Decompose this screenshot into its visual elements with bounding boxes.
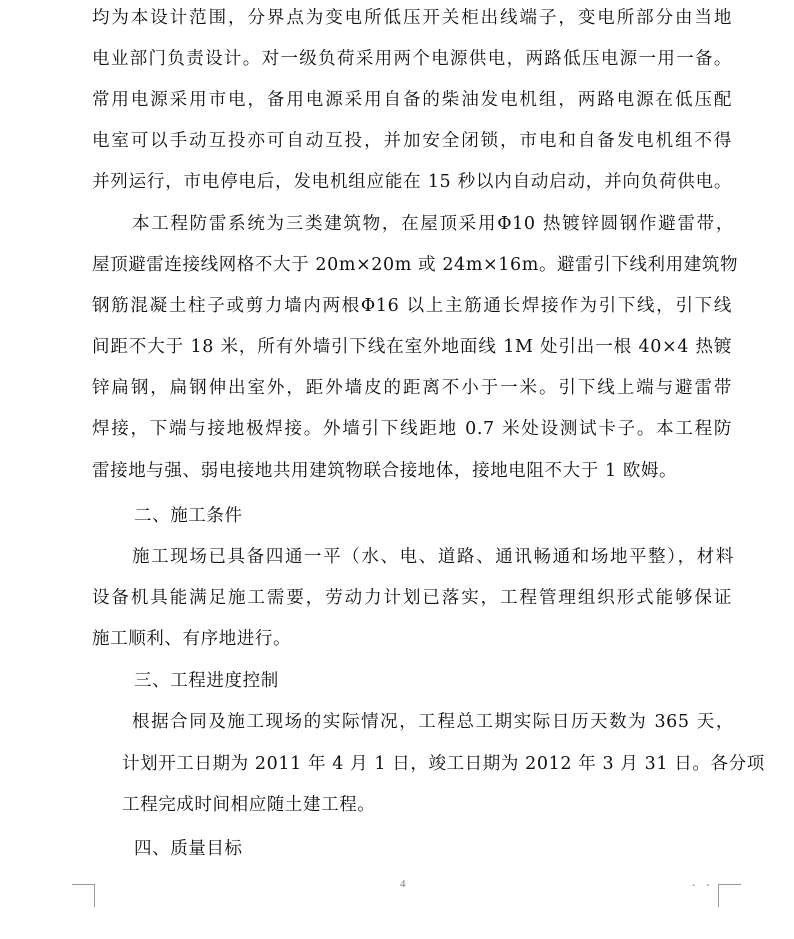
left-crop-mark (72, 884, 95, 907)
paragraph-line: 根据合同及施工现场的实际情况，工程总工期实际日历天数为 365 天， (132, 712, 734, 732)
paragraph-line: 常用电源采用市电，备用电源采用自备的柴油发电机组，两路电源在低压配 (92, 90, 732, 110)
footer-marks: - - (692, 880, 714, 891)
paragraph-line: 设备机具能满足施工需要，劳动力计划已落实，工程管理组织形式能够保证 (92, 588, 732, 608)
paragraph-line: 屋顶避雷连接线网格不大于 20m×20m 或 24m×16m。避雷引下线利用建筑物 (92, 255, 739, 275)
paragraph-line: 电室可以手动互投亦可自动互投，并加安全闭锁，市电和自备发电机组不得 (92, 131, 732, 151)
section-heading: 二、施工条件 (134, 506, 243, 526)
paragraph-line: 均为本设计范围，分界点为变电所低压开关柜出线端子，变电所部分由当地 (92, 8, 732, 28)
section-heading: 三、工程进度控制 (134, 671, 279, 691)
paragraph-line: 电业部门负责设计。对一级负荷采用两个电源供电，两路低压电源一用一备。 (92, 49, 732, 69)
paragraph-line: 雷接地与强、弱电接地共用建筑物联合接地体，接地电阻不大于 1 欧姆。 (92, 461, 678, 481)
paragraph-line: 施工顺利、有序地进行。 (92, 629, 292, 649)
paragraph-line: 工程完成时间相应随土建工程。 (122, 795, 376, 815)
paragraph-line: 锌扁钢，扁钢伸出室外，距外墙皮的距离不小于一米。引下线上端与避雷带 (92, 378, 732, 398)
paragraph-line: 施工现场已具备四通一平（水、电、道路、通讯畅通和场地平整），材料 (132, 547, 734, 567)
section-heading: 四、质量目标 (134, 839, 243, 859)
paragraph-line: 间距不大于 18 米，所有外墙引下线在室外地面线 1M 处引出一根 40×4 热镀 (92, 337, 732, 357)
right-crop-mark (718, 884, 741, 907)
page-number: 4 (400, 878, 406, 890)
paragraph-line: 并列运行，市电停电后，发电机组应能在 15 秒以内自动启动，并向负荷供电。 (92, 172, 732, 192)
paragraph-line: 本工程防雷系统为三类建筑物，在屋顶采用Φ10 热镀锌圆钢作避雷带， (132, 214, 734, 234)
paragraph-line: 计划开工日期为 2011 年 4 月 1 日，竣工日期为 2012 年 3 月 31 日。各分项 (122, 754, 765, 774)
paragraph-line: 焊接，下端与接地极焊接。外墙引下线距地 0.7 米处设测试卡子。本工程防 (92, 419, 732, 439)
paragraph-line: 钢筋混凝土柱子或剪力墙内两根Φ16 以上主筋通长焊接作为引下线，引下线 (92, 296, 732, 316)
